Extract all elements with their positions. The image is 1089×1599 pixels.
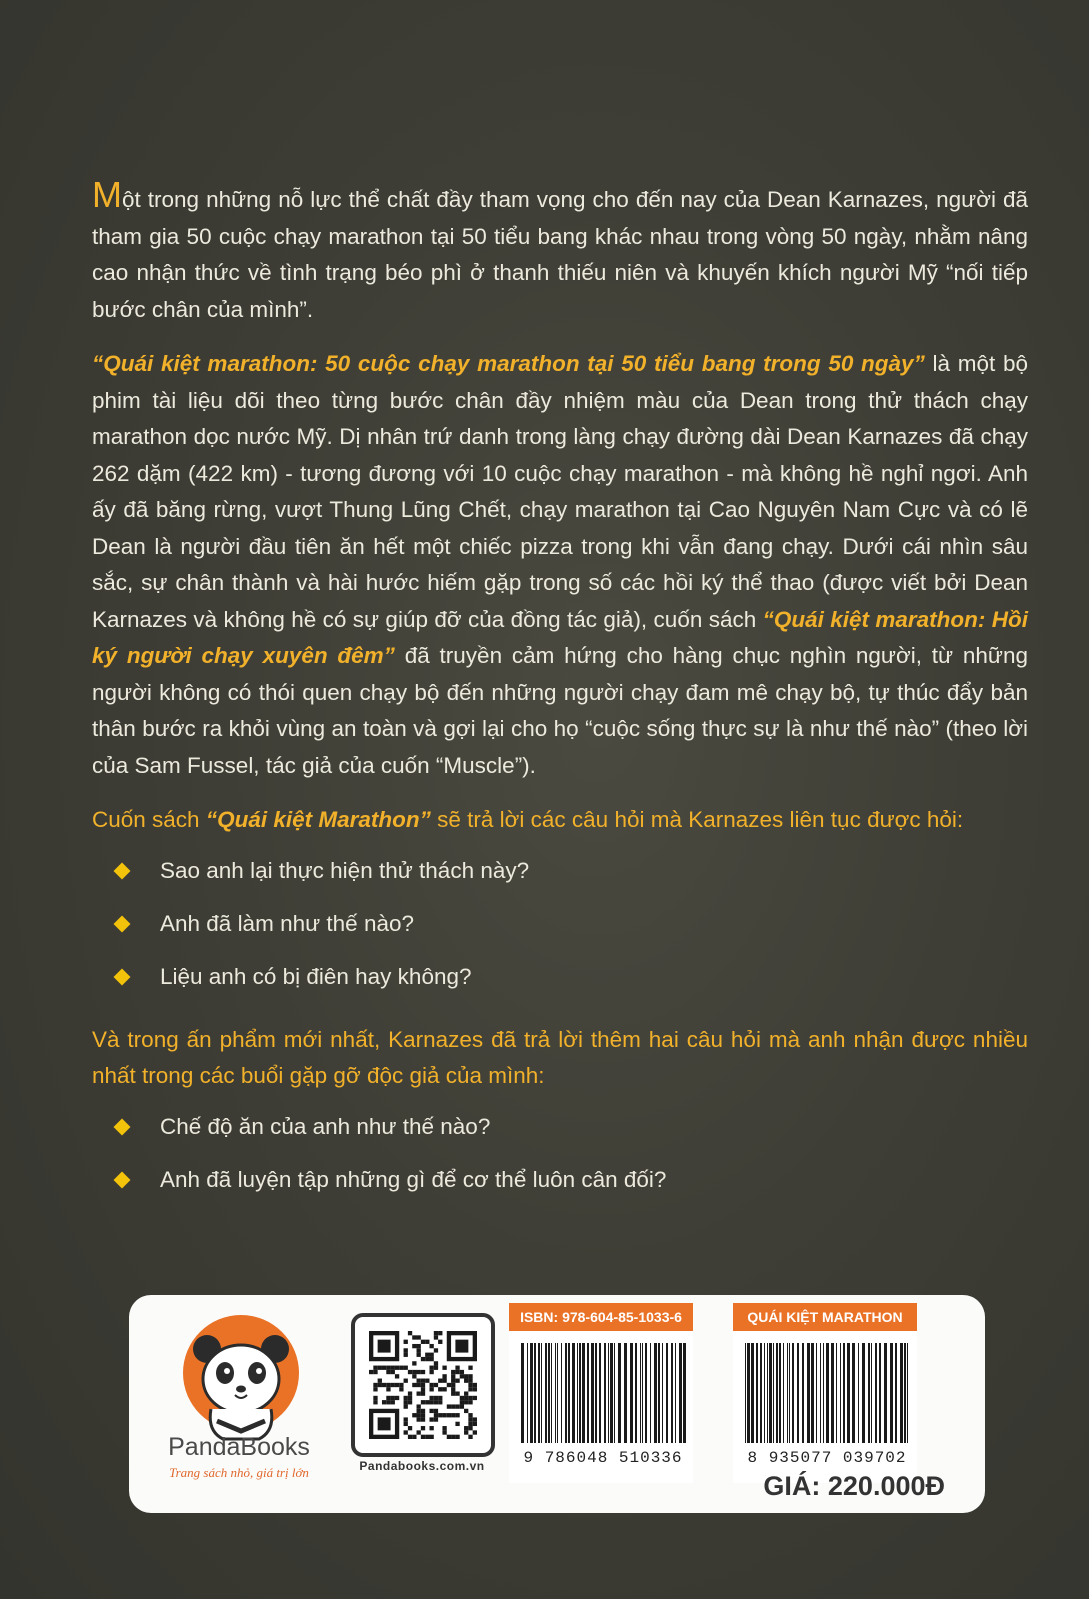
description-paragraph	[92, 346, 1028, 784]
diamond-bullet-icon	[114, 916, 131, 933]
list-item	[92, 951, 1028, 1004]
questions-book-title: “Quái kiệt Marathon”	[205, 807, 431, 832]
description-text-2: đã truyền cảm hứng cho hàng chục nghìn người, từ những người không có thói quen chạy bộ đến những người chạy đam mê chạy bộ, tự thúc đẩy bản thân bước ra khỏi vùng an toàn và gợi lại cho họ “cuộc sống thực sự là như thế nào” (theo lời của Sam Fussel, tác giả của cuốn “Muscle”).	[92, 643, 1029, 778]
intro-paragraph	[92, 174, 1028, 328]
new-edition-paragraph: Và trong ấn phẩm mới nhất, Karnazes đã trả lời thêm hai câu hỏi mà anh nhận được nhiều nhất trong các buổi gặp gỡ độc giả của mình:	[92, 1026, 1028, 1088]
isbn-barcode	[509, 1303, 693, 1483]
product-barcode	[733, 1303, 917, 1483]
questions-intro	[92, 802, 1028, 839]
list-item-text: Anh đã luyện tập những gì để cơ thể luôn cân đối?	[160, 1166, 667, 1192]
publisher-tagline: Trang sách nhỏ, giá trị lớn	[169, 1465, 309, 1480]
diamond-bullet-icon	[114, 1172, 131, 1189]
qr-code	[351, 1313, 495, 1457]
diamond-bullet-icon	[114, 969, 131, 986]
publisher-footer	[129, 1295, 985, 1513]
list-item	[92, 1154, 1028, 1207]
product-title-label: QUÁI KIỆT MARATHON	[733, 1303, 917, 1331]
intro-text: ột trong những nỗ lực thể chất đầy tham vọng cho đến nay của Dean Karnazes, người đã tham gia 50 cuộc chạy marathon tại 50 tiểu bang khác nhau trong vòng 50 ngày, nhằm nâng cao nhận thức về tình trạng béo phì ở thanh thiếu niên và khuyến khích người Mỹ “nối tiếp bước chân của mình”.	[92, 187, 1028, 322]
isbn-barcode-bars	[521, 1343, 689, 1443]
diamond-bullet-icon	[114, 1119, 131, 1136]
back-cover-text	[92, 174, 1029, 1225]
price-label: GIÁ: 220.000Đ	[763, 1471, 945, 1501]
list-item-text: Sao anh lại thực hiện thử thách này?	[160, 857, 530, 883]
product-barcode-digits: 8 935077 039702	[747, 1449, 907, 1467]
list-item-text: Anh đã làm như thế nào?	[160, 910, 414, 936]
isbn-barcode-digits: 9 786048 510336	[523, 1449, 683, 1467]
list-item	[92, 1101, 1028, 1154]
description-text-1: là một bộ phim tài liệu dõi theo từng bước chân đầy nhiệm màu của Dean trong thử thách chạy marathon dọc nước Mỹ. Dị nhân trứ danh trong làng chạy đường dài Dean Karnazes đã chạy 262 dặm (422 km) - tương đương với 10 cuộc chạy marathon - mà không hề nghỉ ngơi. Anh ấy đã băng rừng, vượt Thung Lũng Chết, chạy marathon tại Cao Nguyên Nam Cực và có lẽ Dean là người đầu tiên ăn hết một chiếc pizza trong khi vẫn đang chạy. Dưới cái nhìn sâu sắc, sự chân thành và hài hước hiếm gặp trong số các hồi ký thể thao (được viết bởi Dean Karnazes và không hề có sự giúp đỡ của đồng tác giả), cuốn sách	[92, 351, 1028, 632]
product-barcode-bars	[745, 1343, 913, 1443]
isbn-label: ISBN: 978-604-85-1033-6	[509, 1303, 693, 1331]
list-item-text: Liệu anh có bị điên hay không?	[160, 963, 472, 989]
questions-intro-suffix: sẽ trả lời các câu hỏi mà Karnazes liên tục được hỏi:	[430, 807, 964, 832]
drop-cap: M	[92, 174, 122, 215]
list-item	[92, 845, 1028, 898]
question-list-2	[92, 1101, 1028, 1207]
website-url: Pandabooks.com.vn	[359, 1459, 485, 1473]
list-item	[92, 898, 1028, 951]
questions-intro-prefix: Cuốn sách	[92, 807, 206, 832]
publisher-brand: PandaBooks	[168, 1433, 310, 1461]
list-item-text: Chế độ ăn của anh như thế nào?	[160, 1113, 491, 1139]
question-list-1	[92, 845, 1028, 1004]
book-title: “Quái kiệt marathon: Hồi ký người chạy xuyên đêm”	[92, 606, 1028, 668]
documentary-title: “Quái kiệt marathon: 50 cuộc chạy marathon tại 50 tiểu bang trong 50 ngày”	[92, 351, 925, 376]
qr-code-icon	[369, 1331, 477, 1439]
diamond-bullet-icon	[114, 863, 131, 880]
